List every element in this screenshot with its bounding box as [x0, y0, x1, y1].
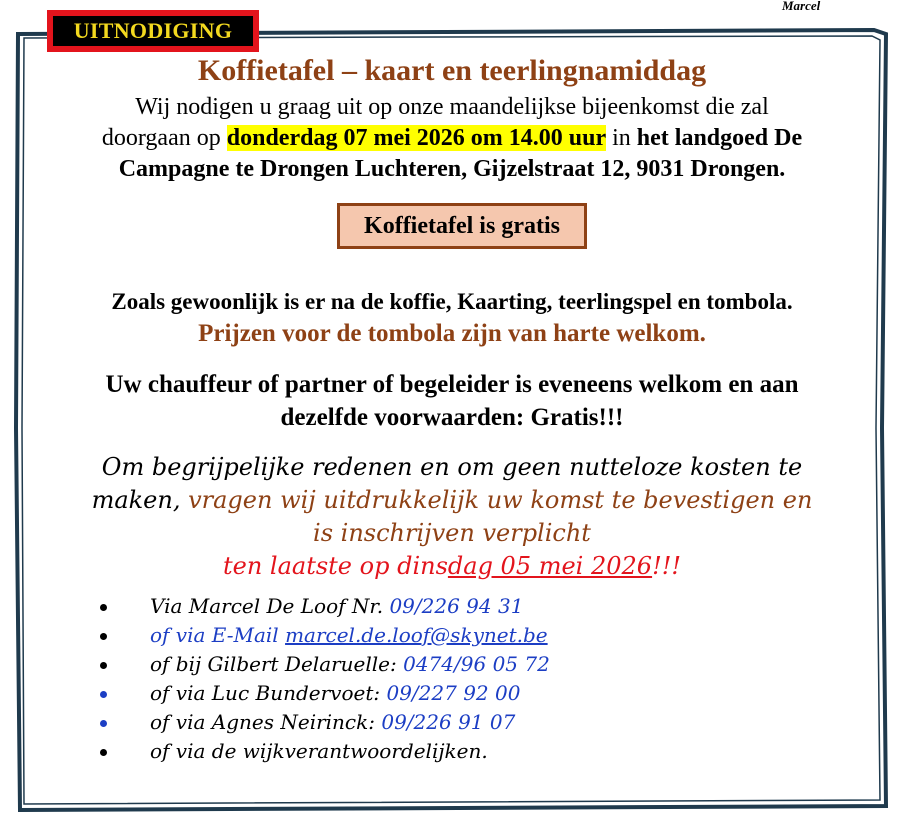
deadline-prefix: ten laatste op dins — [222, 552, 448, 580]
confirm-line-1: Om begrijpelijke redenen en om geen nutteloze kosten te — [101, 453, 803, 481]
deadline-line — [22, 550, 882, 583]
intro-mid: in — [606, 125, 637, 151]
list-item — [100, 737, 550, 766]
confirm-paragraph — [22, 451, 882, 583]
email-link[interactable]: marcel.de.loof@skynet.be — [285, 623, 548, 647]
contact-label: of via de wijkverantwoordelijken. — [150, 739, 488, 763]
confirm-line-2 — [22, 484, 882, 517]
author-name: Marcel — [782, 0, 821, 13]
badge-label: UITNODIGING — [53, 16, 253, 46]
bullet-icon — [100, 633, 107, 640]
invitation-badge — [47, 10, 259, 52]
partner-line-2: dezelfde voorwaarden: Gratis!!! — [280, 404, 624, 431]
confirm-line-2-start: maken, — [91, 486, 189, 514]
intro-prefix: doorgaan op — [101, 125, 227, 151]
prizes-text: Prijzen voor de tombola zijn van harte welkom. — [198, 320, 706, 347]
intro-line-2 — [22, 123, 882, 154]
gratis-box: Koffietafel is gratis — [337, 203, 587, 249]
bullet-icon — [100, 720, 107, 727]
event-title: Koffietafel – kaart en teerlingnamiddag — [197, 54, 707, 87]
bullet-icon — [100, 691, 107, 698]
list-item — [100, 708, 550, 737]
contact-phone: 09/226 94 31 — [389, 594, 524, 618]
contact-label: Via Marcel De Loof Nr. — [150, 594, 390, 618]
event-date: donderdag 07 mei 2026 om 14.00 uur — [226, 125, 607, 151]
contact-label: of via Agnes Neirinck: — [150, 710, 382, 734]
intro-line-1: Wij nodigen u graag uit op onze maandelijkse bijeenkomst die zal — [135, 94, 769, 120]
activities-text: Zoals gewoonlijk is er na de koffie, Kaarting, teerlingspel en tombola. — [111, 289, 793, 314]
partner-line-1: Uw chauffeur of partner of begeleider is eveneens welkom en aan — [105, 371, 799, 398]
list-item — [100, 650, 550, 679]
list-item — [100, 621, 550, 650]
list-item — [100, 679, 550, 708]
confirm-line-3: is inschrijven verplicht — [313, 519, 591, 547]
bullet-icon — [100, 604, 107, 611]
list-item — [100, 592, 550, 621]
location-part-2: Campagne te Drongen Luchteren, Gijzelstraat 12, 9031 Drongen. — [118, 156, 786, 182]
contact-phone: 09/226 91 07 — [381, 710, 516, 734]
contact-phone: 0474/96 05 72 — [403, 652, 550, 676]
deadline-suffix: !!! — [652, 552, 682, 580]
bullet-icon — [100, 662, 107, 669]
contact-label: of via E-Mail — [150, 623, 286, 647]
location-part-1: het landgoed De — [636, 125, 803, 151]
contact-list — [100, 592, 550, 766]
contact-label: of via Luc Bundervoet: — [150, 681, 387, 705]
confirm-line-2-rest: vragen wij uitdrukkelijk uw komst te bevestigen en — [188, 486, 813, 514]
deadline-date: dag 05 mei 2026 — [447, 552, 653, 580]
intro-paragraph — [22, 92, 882, 185]
partner-paragraph — [22, 368, 882, 434]
contact-label: of bij Gilbert Delaruelle: — [150, 652, 404, 676]
contact-phone: 09/227 92 00 — [386, 681, 521, 705]
bullet-icon — [100, 749, 107, 756]
